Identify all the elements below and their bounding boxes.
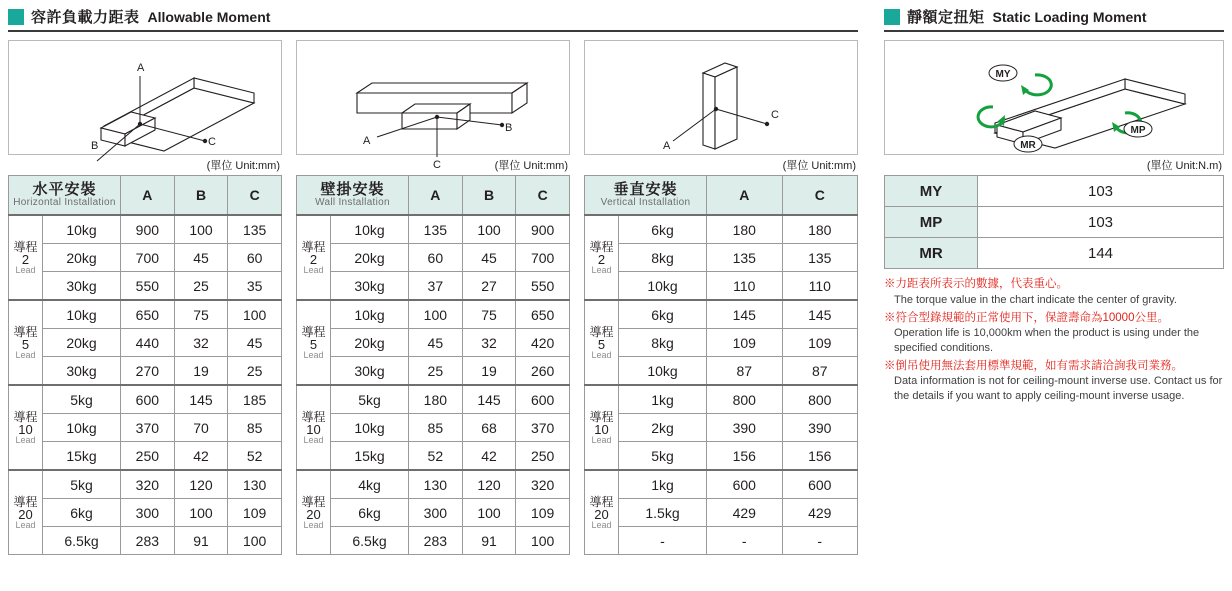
value-c: 60 — [228, 244, 282, 272]
value-c: 25 — [228, 357, 282, 386]
load-label: 6kg — [619, 215, 707, 244]
value-c: 185 — [228, 385, 282, 414]
table-row — [9, 272, 282, 301]
value-b: 25 — [174, 272, 228, 301]
value-a: 600 — [121, 385, 175, 414]
header-install-horizontal: 水平安裝 Horizontal Installation — [9, 176, 121, 216]
header-col-c: C — [516, 176, 570, 216]
table-row — [585, 357, 858, 386]
load-label: 30kg — [43, 272, 121, 301]
load-label: 5kg — [619, 442, 707, 471]
lead-group-label: 導程 20 Lead — [9, 470, 43, 555]
value-a: 180 — [409, 385, 463, 414]
value-a: 270 — [121, 357, 175, 386]
load-label: 1kg — [619, 470, 707, 499]
unit-note-vertical: (單位 Unit:mm) — [782, 160, 856, 172]
section-title-cn: 容許負載力距表 — [31, 9, 140, 26]
value-a: 25 — [409, 357, 463, 386]
unit-note-horizontal: (單位 Unit:mm) — [206, 160, 280, 172]
value-a: 37 — [409, 272, 463, 301]
value-a: 135 — [409, 215, 463, 244]
value-c: 420 — [516, 329, 570, 357]
load-label: 8kg — [619, 244, 707, 272]
moment-label-my: MY — [885, 176, 978, 207]
value-b: 42 — [462, 442, 516, 471]
note-2-cn: ※符合型錄規範的正常使用下，保證壽命為10000公里。 — [884, 311, 1169, 324]
value-b: 68 — [462, 414, 516, 442]
load-label: 10kg — [43, 215, 121, 244]
value-c: 35 — [228, 272, 282, 301]
load-label: 2kg — [619, 414, 707, 442]
lead-group-label: 導程 2 Lead — [585, 215, 619, 300]
value-a: 180 — [707, 215, 783, 244]
value-b: 91 — [462, 527, 516, 555]
value-a: 283 — [409, 527, 463, 555]
value-a: 900 — [121, 215, 175, 244]
lead-group-label: 導程 2 Lead — [297, 215, 331, 300]
value-c: 110 — [782, 272, 858, 301]
value-c: 100 — [516, 527, 570, 555]
svg-text:C: C — [771, 109, 779, 121]
value-c: 135 — [782, 244, 858, 272]
value-a: 250 — [121, 442, 175, 471]
table-row — [585, 385, 858, 414]
table-wall-installation — [296, 175, 570, 555]
value-c: 109 — [516, 499, 570, 527]
table-row — [297, 527, 570, 555]
lead-group-label: 導程 10 Lead — [9, 385, 43, 470]
value-b: 42 — [174, 442, 228, 471]
value-c: 250 — [516, 442, 570, 471]
lead-group-label: 導程 5 Lead — [585, 300, 619, 385]
section-title-en: Static Loading Moment — [992, 8, 1147, 25]
value-a: 429 — [707, 499, 783, 527]
value-c: 87 — [782, 357, 858, 386]
figure-horizontal-installation — [8, 40, 282, 155]
table-vertical-installation — [584, 175, 858, 555]
table-row — [585, 442, 858, 471]
column-wall — [296, 40, 570, 555]
lead-group-label: 導程 5 Lead — [9, 300, 43, 385]
load-label: 5kg — [43, 470, 121, 499]
value-a: 550 — [121, 272, 175, 301]
value-b: 27 — [462, 272, 516, 301]
static-loading-moment-header — [884, 6, 1224, 32]
load-label: 6kg — [619, 300, 707, 329]
table-row — [9, 442, 282, 471]
table-row — [585, 329, 858, 357]
table-row — [297, 272, 570, 301]
value-c: 900 — [516, 215, 570, 244]
header-col-b: B — [462, 176, 516, 216]
table-row — [885, 238, 1224, 269]
moment-diagram-icon — [885, 41, 1223, 154]
value-a: 60 — [409, 244, 463, 272]
value-c: 135 — [228, 215, 282, 244]
note-1-cn: ※力距表所表示的數據，代表重心。 — [884, 278, 1068, 290]
table-row — [297, 470, 570, 499]
section-title-en: Allowable Moment — [147, 8, 271, 25]
table-row — [297, 329, 570, 357]
load-label: 1.5kg — [619, 499, 707, 527]
allowable-moment-header — [8, 6, 858, 32]
value-b: 145 — [462, 385, 516, 414]
header-col-c: C — [782, 176, 858, 216]
table-row — [297, 357, 570, 386]
moment-label-mr: MR — [885, 238, 978, 269]
column-vertical — [584, 40, 858, 555]
figure-vertical-installation — [584, 40, 858, 155]
value-c: 700 — [516, 244, 570, 272]
load-label: 10kg — [43, 300, 121, 329]
value-c: 390 — [782, 414, 858, 442]
moment-label-mp: MP — [885, 207, 978, 238]
load-label: 6kg — [331, 499, 409, 527]
svg-text:B: B — [91, 140, 99, 152]
svg-text:MY: MY — [995, 69, 1011, 80]
load-label: 5kg — [331, 385, 409, 414]
table-row — [297, 215, 570, 244]
svg-text:A: A — [363, 135, 371, 147]
value-b: 120 — [174, 470, 228, 499]
value-c: 370 — [516, 414, 570, 442]
value-a: 390 — [707, 414, 783, 442]
horizontal-diagram-icon — [9, 41, 283, 154]
table-row — [885, 176, 1224, 207]
note-1-en: The torque value in the chart indicate the center of gravity. — [894, 293, 1177, 306]
value-b: 100 — [174, 499, 228, 527]
table-row — [9, 385, 282, 414]
column-horizontal — [8, 40, 282, 555]
value-a: 45 — [409, 329, 463, 357]
table-row — [585, 470, 858, 499]
value-c: 650 — [516, 300, 570, 329]
value-c: 260 — [516, 357, 570, 386]
value-b: 19 — [462, 357, 516, 386]
load-label: 15kg — [43, 442, 121, 471]
notes-block — [884, 277, 1224, 403]
figure-static-loading-moment — [884, 40, 1224, 155]
value-c: 600 — [782, 470, 858, 499]
header-col-a: A — [409, 176, 463, 216]
table-row — [585, 272, 858, 301]
value-a: 87 — [707, 357, 783, 386]
value-a: 52 — [409, 442, 463, 471]
value-c: 100 — [228, 300, 282, 329]
table-row — [297, 414, 570, 442]
value-a: 300 — [409, 499, 463, 527]
allowable-moment-columns — [8, 40, 858, 555]
value-b: 32 — [174, 329, 228, 357]
table-row — [585, 527, 858, 555]
note-2-en: Operation life is 10,000km when the product is using under the specified conditions. — [894, 327, 1200, 354]
vertical-diagram-icon — [585, 41, 859, 154]
note-3-cn: ※倒吊使用無法套用標準規範，如有需求請洽詢我司業務。 — [884, 359, 1183, 372]
value-b: 75 — [462, 300, 516, 329]
value-c: 800 — [782, 385, 858, 414]
table-row — [9, 357, 282, 386]
header-col-a: A — [121, 176, 175, 216]
load-label: 8kg — [619, 329, 707, 357]
value-b: 32 — [462, 329, 516, 357]
value-a: 110 — [707, 272, 783, 301]
value-b: 45 — [462, 244, 516, 272]
value-b: 120 — [462, 470, 516, 499]
value-a: 700 — [121, 244, 175, 272]
value-c: 180 — [782, 215, 858, 244]
value-c: 429 — [782, 499, 858, 527]
static-loading-moment-section — [884, 6, 1224, 403]
lead-group-label: 導程 20 Lead — [297, 470, 331, 555]
lead-group-label: 導程 5 Lead — [297, 300, 331, 385]
lead-group-label: 導程 20 Lead — [585, 470, 619, 555]
value-b: 70 — [174, 414, 228, 442]
moment-value-mp: 103 — [978, 207, 1224, 238]
header-col-b: B — [174, 176, 228, 216]
load-label: 10kg — [331, 215, 409, 244]
table-row — [9, 414, 282, 442]
value-a: 370 — [121, 414, 175, 442]
table-row — [297, 244, 570, 272]
load-label: 1kg — [619, 385, 707, 414]
table-row — [585, 499, 858, 527]
header-install-vertical: 垂直安裝 Vertical Installation — [585, 176, 707, 216]
value-c: 100 — [228, 527, 282, 555]
value-c: 52 — [228, 442, 282, 471]
value-c: - — [782, 527, 858, 555]
table-row — [297, 442, 570, 471]
load-label: 10kg — [331, 300, 409, 329]
lead-group-label: 導程 10 Lead — [297, 385, 331, 470]
value-a: - — [707, 527, 783, 555]
svg-text:A: A — [137, 62, 145, 74]
value-c: 320 — [516, 470, 570, 499]
value-c: 130 — [228, 470, 282, 499]
value-c: 550 — [516, 272, 570, 301]
value-b: 100 — [462, 215, 516, 244]
table-row — [9, 527, 282, 555]
value-a: 300 — [121, 499, 175, 527]
load-label: 4kg — [331, 470, 409, 499]
load-label: 30kg — [331, 272, 409, 301]
value-a: 135 — [707, 244, 783, 272]
svg-text:A: A — [663, 140, 671, 152]
value-c: 45 — [228, 329, 282, 357]
header-col-c: C — [228, 176, 282, 216]
value-c: 85 — [228, 414, 282, 442]
section-marker-icon — [884, 9, 900, 25]
load-label: 20kg — [331, 244, 409, 272]
lead-group-label: 導程 2 Lead — [9, 215, 43, 300]
load-label: 10kg — [331, 414, 409, 442]
table-row — [297, 385, 570, 414]
value-c: 109 — [228, 499, 282, 527]
table-horizontal-installation — [8, 175, 282, 555]
value-b: 19 — [174, 357, 228, 386]
value-b: 100 — [174, 215, 228, 244]
table-row — [9, 215, 282, 244]
table-static-loading-moment — [884, 175, 1224, 269]
moment-value-mr: 144 — [978, 238, 1224, 269]
section-marker-icon — [8, 9, 24, 25]
value-a: 130 — [409, 470, 463, 499]
table-row — [585, 244, 858, 272]
table-row — [9, 329, 282, 357]
table-row — [885, 207, 1224, 238]
load-label: 20kg — [331, 329, 409, 357]
table-row — [9, 470, 282, 499]
table-row — [585, 414, 858, 442]
table-row — [9, 244, 282, 272]
value-c: 109 — [782, 329, 858, 357]
load-label: 6.5kg — [331, 527, 409, 555]
value-b: 91 — [174, 527, 228, 555]
table-row — [297, 499, 570, 527]
value-c: 145 — [782, 300, 858, 329]
value-a: 145 — [707, 300, 783, 329]
value-a: 320 — [121, 470, 175, 499]
section-title-cn: 靜額定扭矩 — [907, 9, 985, 26]
load-label: 10kg — [43, 414, 121, 442]
svg-text:B: B — [505, 122, 513, 134]
table-row — [9, 499, 282, 527]
load-label: 6.5kg — [43, 527, 121, 555]
value-a: 800 — [707, 385, 783, 414]
moment-value-my: 103 — [978, 176, 1224, 207]
table-row — [585, 215, 858, 244]
value-b: 145 — [174, 385, 228, 414]
value-a: 283 — [121, 527, 175, 555]
svg-text:MP: MP — [1130, 125, 1146, 136]
load-label: 20kg — [43, 244, 121, 272]
value-a: 600 — [707, 470, 783, 499]
load-label: 20kg — [43, 329, 121, 357]
svg-text:MR: MR — [1020, 140, 1036, 151]
load-label: 10kg — [619, 272, 707, 301]
unit-note-wall: (單位 Unit:mm) — [494, 160, 568, 172]
value-a: 156 — [707, 442, 783, 471]
allowable-moment-section — [8, 6, 858, 555]
lead-group-label: 導程 10 Lead — [585, 385, 619, 470]
value-b: 75 — [174, 300, 228, 329]
value-a: 109 — [707, 329, 783, 357]
unit-note-moment: (單位 Unit:N.m) — [1146, 160, 1222, 172]
note-3-en: Data information is not for ceiling-mount inverse use. Contact us for the details if you want to apply ceiling-mount inverse usage. — [894, 375, 1223, 402]
value-c: 156 — [782, 442, 858, 471]
load-label: 30kg — [43, 357, 121, 386]
value-b: 45 — [174, 244, 228, 272]
load-label: 6kg — [43, 499, 121, 527]
value-a: 650 — [121, 300, 175, 329]
table-row — [585, 300, 858, 329]
value-b: 100 — [462, 499, 516, 527]
table-row — [297, 300, 570, 329]
value-a: 100 — [409, 300, 463, 329]
load-label: 5kg — [43, 385, 121, 414]
table-row — [9, 300, 282, 329]
header-col-a: A — [707, 176, 783, 216]
load-label: - — [619, 527, 707, 555]
svg-text:C: C — [433, 159, 441, 171]
load-label: 15kg — [331, 442, 409, 471]
value-a: 85 — [409, 414, 463, 442]
svg-text:C: C — [208, 136, 216, 148]
load-label: 30kg — [331, 357, 409, 386]
header-install-wall: 壁掛安裝 Wall Installation — [297, 176, 409, 216]
value-c: 600 — [516, 385, 570, 414]
load-label: 10kg — [619, 357, 707, 386]
value-a: 440 — [121, 329, 175, 357]
